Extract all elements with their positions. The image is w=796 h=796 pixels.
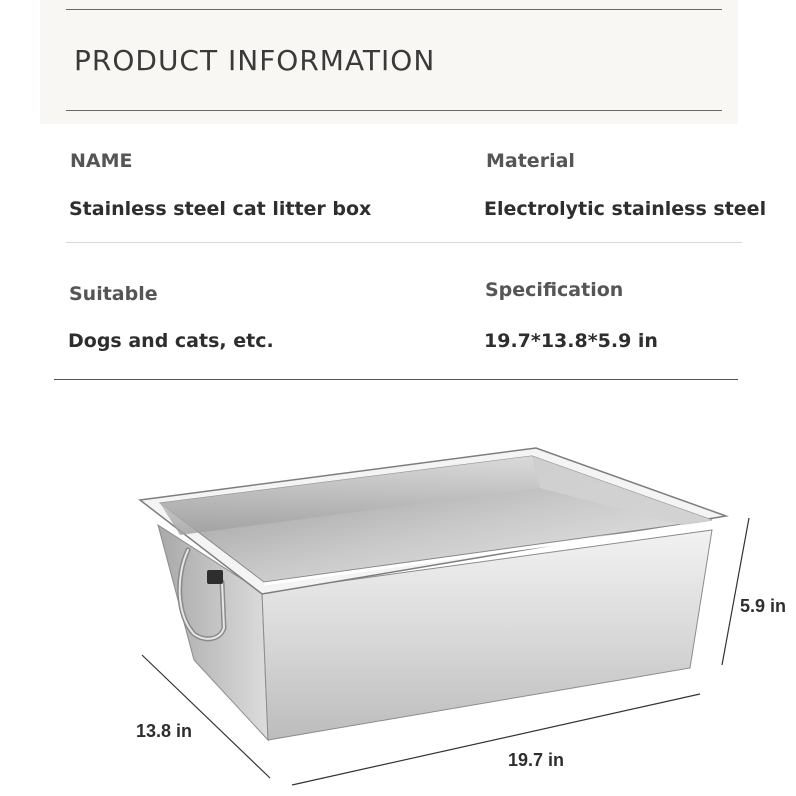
depth-dimension-label: 13.8 in bbox=[136, 721, 193, 741]
header-bottom-rule bbox=[66, 110, 722, 111]
specification-label: Specification bbox=[485, 279, 624, 301]
litter-box-image bbox=[0, 420, 796, 796]
height-dimension-line bbox=[722, 518, 749, 665]
material-value: Electrolytic stainless steel bbox=[484, 198, 767, 220]
specification-value: 19.7*13.8*5.9 in bbox=[484, 330, 658, 352]
page-title: PRODUCT INFORMATION bbox=[74, 44, 436, 77]
suitable-value: Dogs and cats, etc. bbox=[68, 330, 274, 352]
spec-divider bbox=[66, 242, 742, 243]
name-value: Stainless steel cat litter box bbox=[69, 198, 372, 220]
material-label: Material bbox=[486, 150, 575, 172]
spec-bottom-rule bbox=[54, 379, 738, 380]
height-dimension-label: 5.9 in bbox=[740, 596, 787, 616]
width-dimension-label: 19.7 in bbox=[508, 750, 565, 770]
header-top-rule bbox=[66, 9, 722, 10]
suitable-label: Suitable bbox=[69, 283, 158, 305]
name-label: NAME bbox=[70, 150, 133, 172]
handle-clip bbox=[207, 570, 223, 584]
